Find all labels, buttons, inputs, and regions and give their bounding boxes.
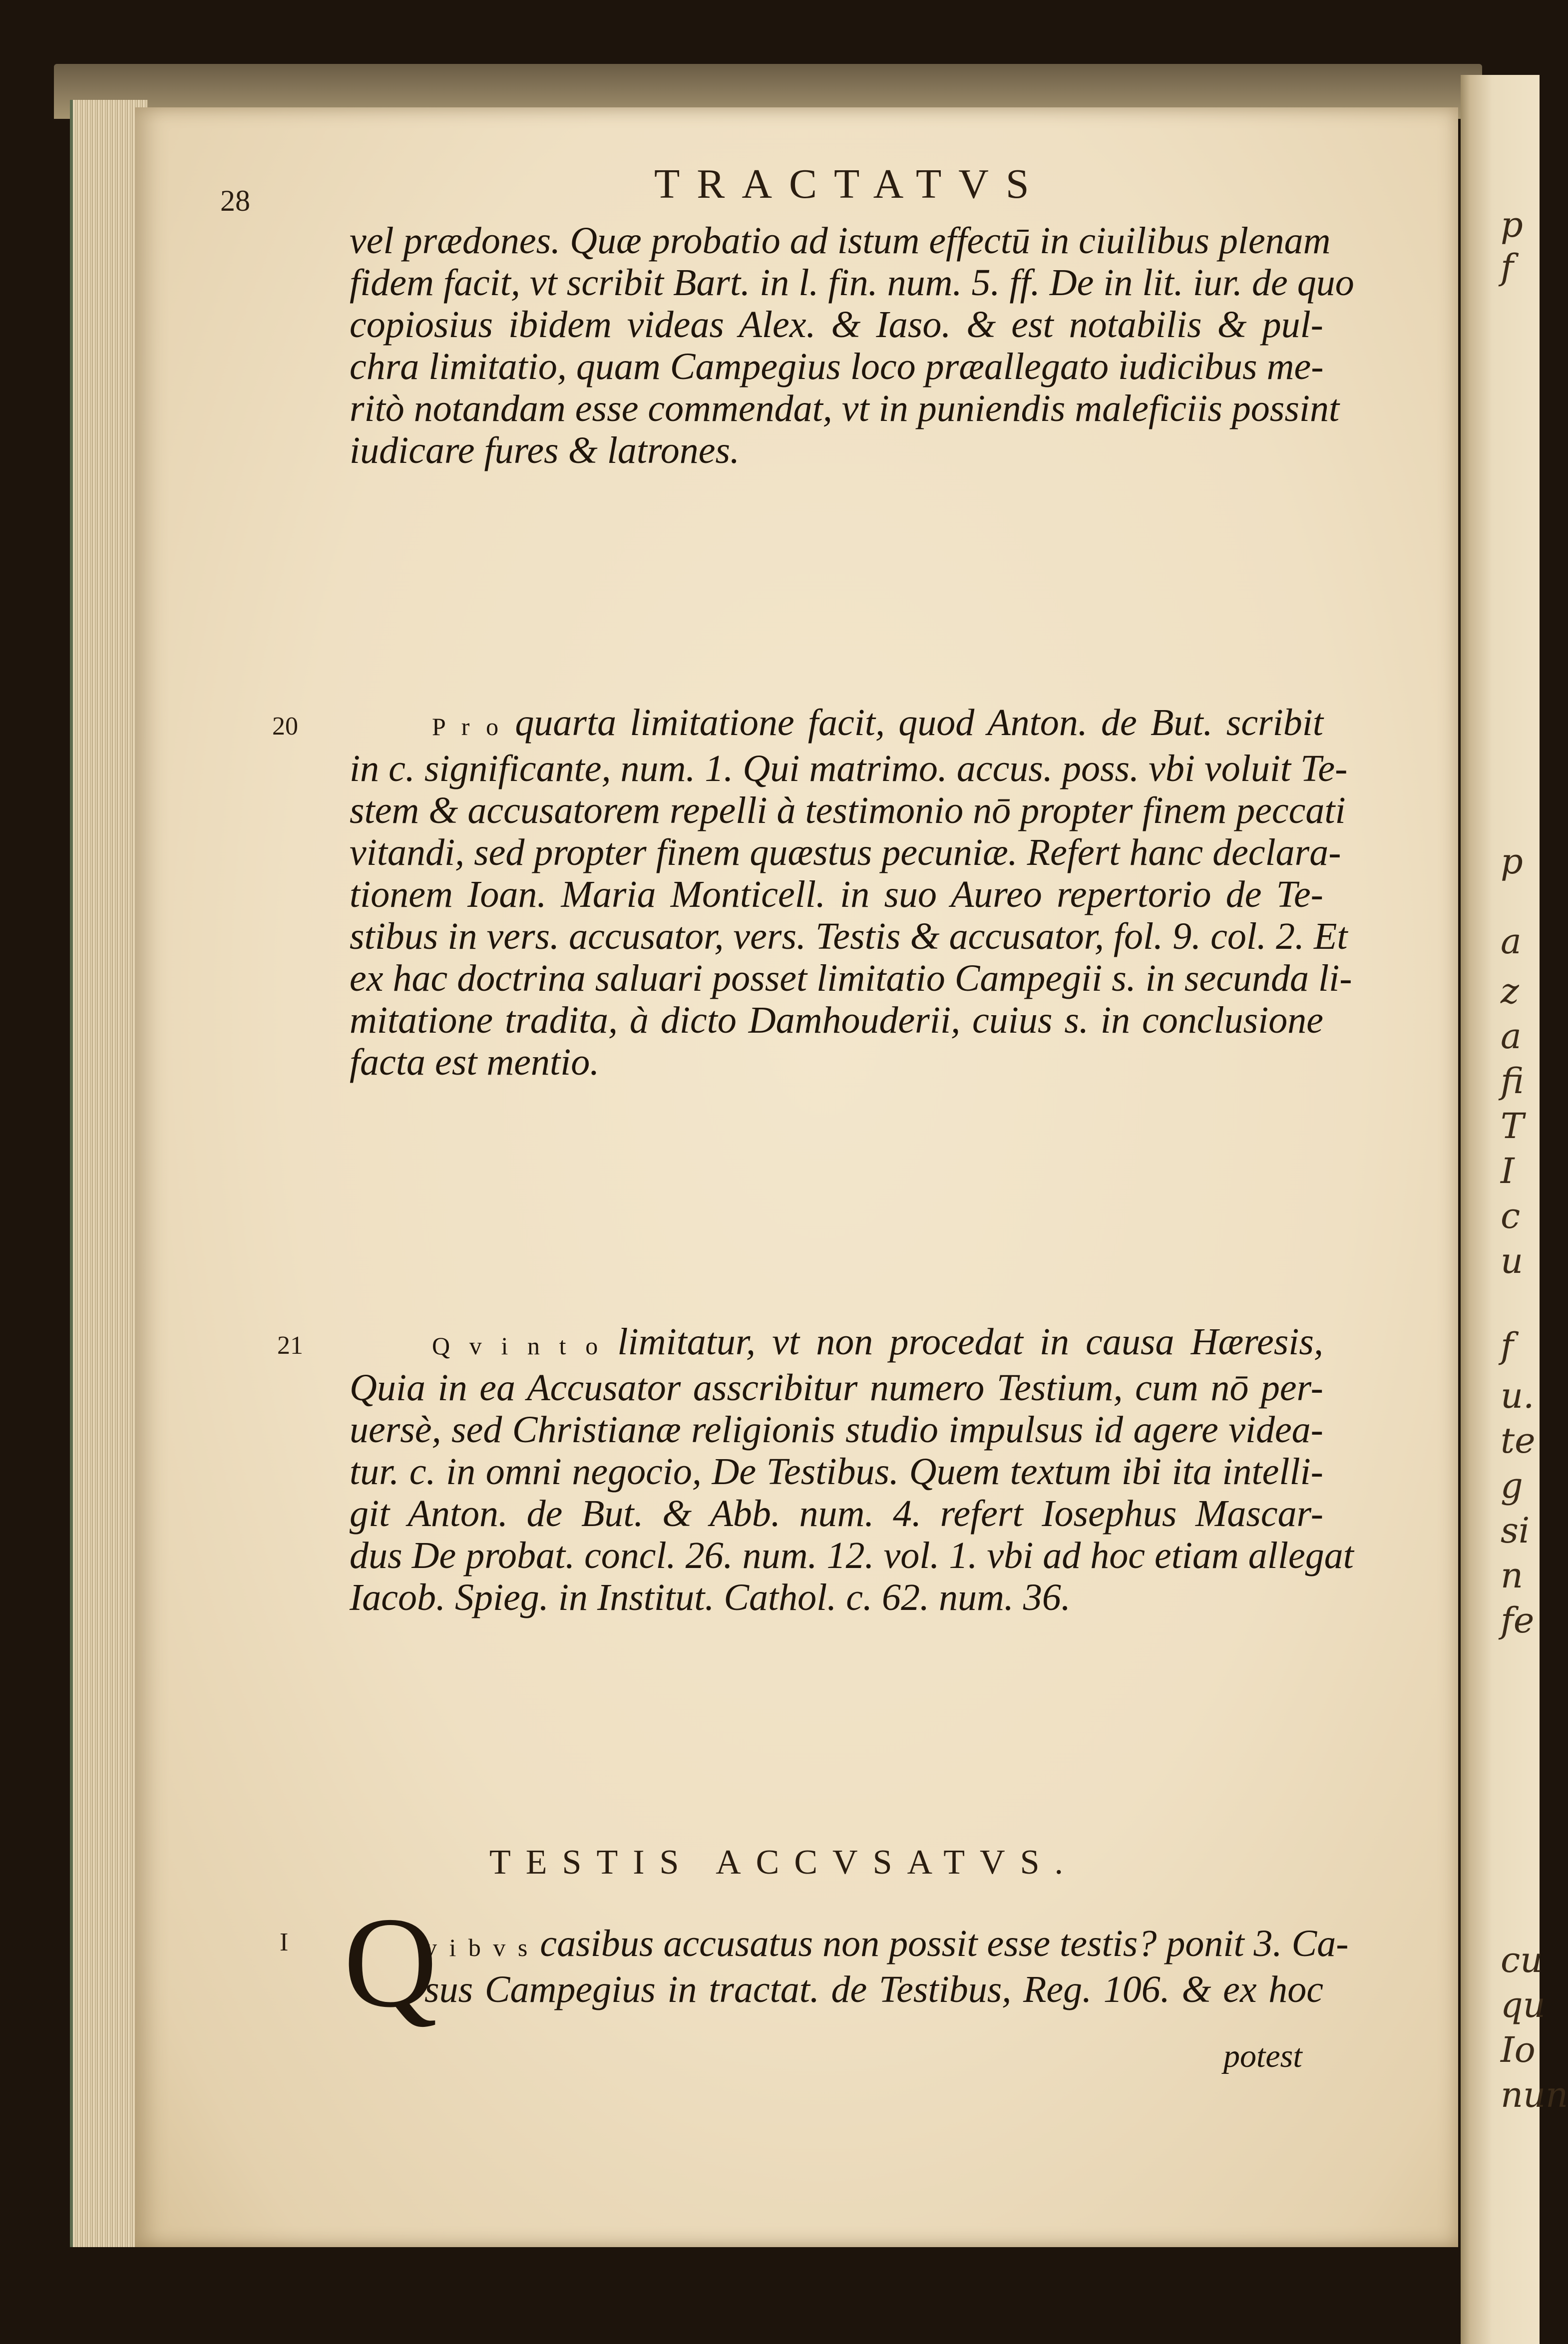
catchword: potest xyxy=(1223,2038,1302,2074)
facing-page-fragment: si xyxy=(1501,1510,1530,1551)
facing-page-fragment: fe xyxy=(1501,1600,1535,1641)
text-line: copiosius ibidem videas Alex. & Iaso. & est notabilis & pul- xyxy=(350,304,1323,346)
text-line xyxy=(350,702,1323,748)
text-line: tur. c. in omni negocio, De Testibus. Quem textum ibi ita intelli- xyxy=(350,1451,1323,1493)
running-title: TRACTATVS xyxy=(654,161,1046,207)
text-line: stibus in vers. accusator, vers. Testis & accusator, fol. 9. col. 2. Et xyxy=(350,915,1348,957)
facing-page-fragment: te xyxy=(1501,1420,1536,1461)
facing-page-fragment: fi xyxy=(1501,1061,1524,1102)
text-line: vitandi, sed propter finem quæstus pecuniæ. Refert hanc declara- xyxy=(350,831,1341,873)
text-line: chra limitatio, quam Campegius loco præallegato iudicibus me- xyxy=(350,346,1324,388)
facing-page-fragment: a xyxy=(1501,1016,1522,1057)
marginal-number: 20 xyxy=(272,712,298,741)
lead-smallcaps: v i b v s xyxy=(424,1934,531,1961)
text-line: Quia in ea Accusator asscribitur numero Testium, cum nō per- xyxy=(350,1367,1323,1409)
facing-page-edge xyxy=(1461,75,1568,2344)
text-line xyxy=(350,1321,1323,1367)
text-line: tionem Ioan. Maria Monticell. in suo Aureo repertorio de Te- xyxy=(350,873,1323,915)
facing-page-fragment: nun xyxy=(1501,2074,1568,2115)
text-line xyxy=(424,1923,1349,1968)
text-line: Iacob. Spieg. in Institut. Cathol. c. 62. num. 36. xyxy=(350,1576,1071,1618)
facing-page-fragment: p xyxy=(1501,841,1523,882)
text-line: stem & accusatorem repelli à testimonio nō propter finem peccati xyxy=(350,789,1346,831)
facing-page-fragment: n xyxy=(1501,1555,1524,1596)
text-line: mitatione tradita, à dicto Damhouderii, cuius s. in conclusione xyxy=(350,999,1323,1041)
text-line: fidem facit, vt scribit Bart. in l. fin. num. 5. ff. De in lit. iur. de quo xyxy=(350,262,1354,304)
section-heading: TESTIS ACCVSATVS. xyxy=(489,1843,1079,1882)
lead-smallcaps: P r o xyxy=(432,713,502,741)
section-paragraph xyxy=(424,1923,1349,2010)
text-line: sus Campegius in tractat. de Testibus, Reg. 106. & ex hoc xyxy=(424,1968,1323,2010)
text-line: git Anton. de But. & Abb. num. 4. refert Iosephus Mascar- xyxy=(350,1493,1323,1535)
facing-page-fragment: u. xyxy=(1501,1375,1535,1416)
text-line: facta est mentio. xyxy=(350,1041,600,1083)
facing-page-fragment: f xyxy=(1501,247,1514,288)
facing-page-fragment: T xyxy=(1501,1106,1524,1147)
facing-page-fragment: p xyxy=(1501,204,1523,245)
facing-page-fragment: u xyxy=(1501,1240,1524,1281)
marginal-number: 21 xyxy=(277,1331,303,1360)
text-line: ex hac doctrina saluari posset limitatio Campegii s. in secunda li- xyxy=(350,957,1352,999)
text-line: vel prædones. Quæ probatio ad istum effectū in ciuilibus plenam xyxy=(350,220,1331,262)
text-line-rest: limitatur, vt non procedat in causa Hæresis, xyxy=(601,1321,1323,1363)
text-line: dus De probat. concl. 26. num. 12. vol. 1. vbi ad hoc etiam allegat xyxy=(350,1535,1354,1576)
facing-page-fragment: g xyxy=(1501,1465,1523,1506)
facing-page-fragment: z xyxy=(1501,971,1519,1012)
drop-cap: Q xyxy=(344,1891,437,2034)
facing-page-fragment: Io xyxy=(1501,2029,1536,2070)
text-line: iudicare fures & latrones. xyxy=(350,429,740,471)
facing-page-fragment: f xyxy=(1501,1325,1514,1366)
facing-page-fragment: qu xyxy=(1501,1984,1546,2025)
facing-page-fragment: I xyxy=(1501,1151,1515,1191)
text-line-rest: quarta limitatione facit, quod Anton. de But. scribit xyxy=(501,702,1323,744)
marginal-number: I xyxy=(280,1928,289,1956)
text-line: uersè, sed Christianæ religionis studio impulsus id agere videa- xyxy=(350,1409,1323,1451)
paragraph-20 xyxy=(350,702,1352,1083)
text-line-rest: casibus accusatus non possit esse testis? ponit 3. Ca- xyxy=(530,1923,1349,1964)
text-line: in c. significante, num. 1. Qui matrimo. accus. poss. vbi voluit Te- xyxy=(350,748,1348,789)
facing-page-fragment: cu xyxy=(1501,1940,1543,1980)
lead-smallcaps: Q v i n t o xyxy=(432,1332,601,1360)
text-line: ritò notandam esse commendat, vt in puniendis maleficiis possint xyxy=(350,388,1340,429)
page-number: 28 xyxy=(220,184,250,217)
facing-page-fragment: a xyxy=(1501,921,1522,962)
facing-page-fragment: c xyxy=(1501,1195,1521,1236)
paragraph-21 xyxy=(350,1321,1354,1618)
paragraph-1 xyxy=(350,220,1354,471)
